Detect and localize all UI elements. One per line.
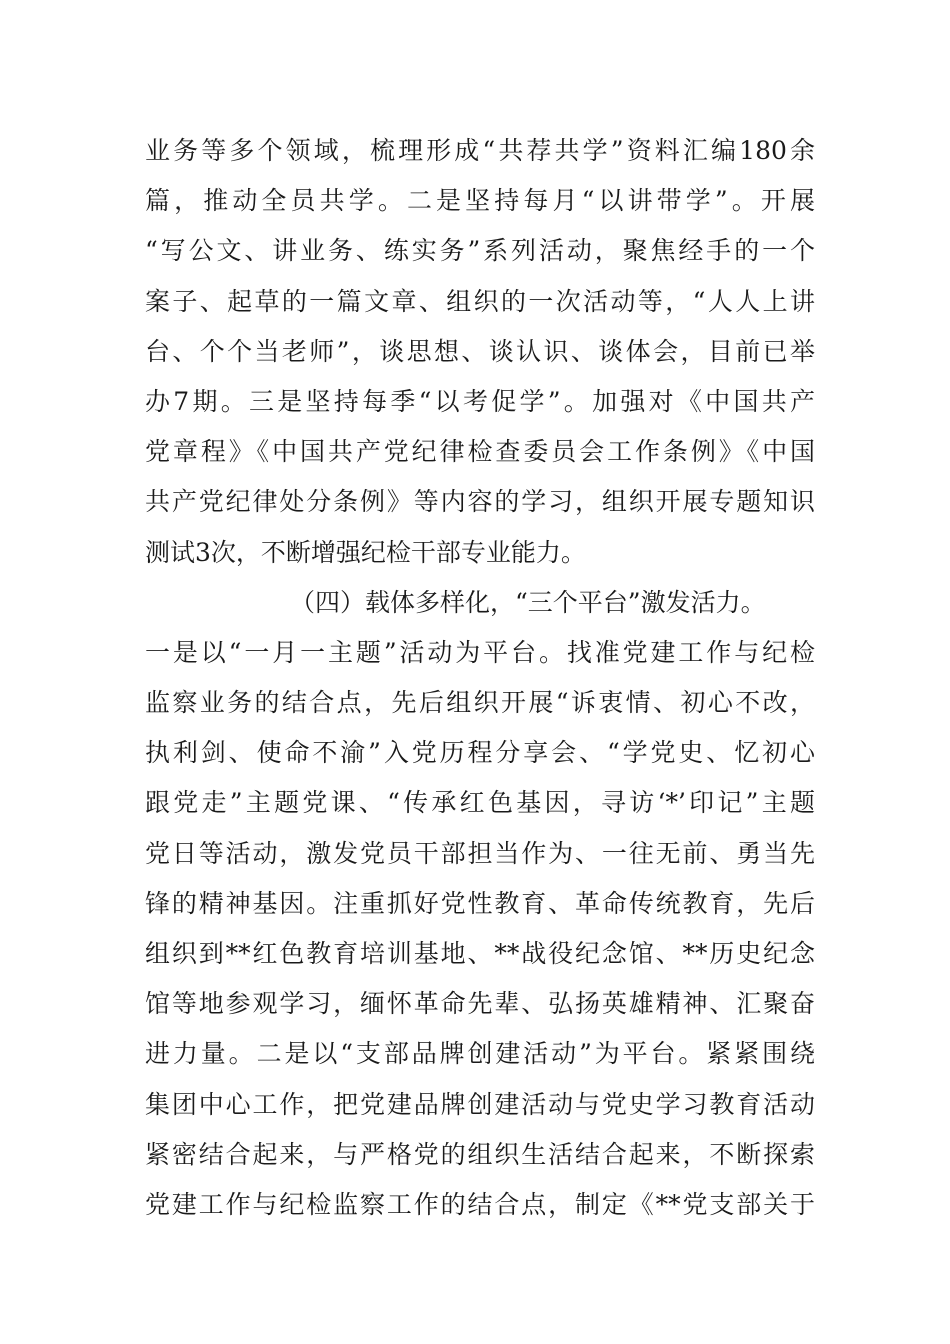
text-line: 锋的精神基因。注重抓好党性教育、革命传统教育，先后	[145, 888, 815, 918]
text-line: 执利剑、使命不渝”入党历程分享会、“学党史、忆初心	[145, 738, 815, 768]
text-line: 党章程》《中国共产党纪律检查委员会工作条例》《中国	[145, 437, 815, 467]
text-line: 台、个个当老师”，谈思想、谈认识、谈体会，目前已举	[145, 336, 815, 366]
section-heading: （四）载体多样化，“三个平台”激发活力。	[290, 587, 766, 617]
text-line: 集团中心工作，把党建品牌创建活动与党史学习教育活动	[145, 1089, 815, 1119]
text-line: 党日等活动，激发党员干部担当作为、一往无前、勇当先	[145, 838, 815, 868]
text-line: 馆等地参观学习，缅怀革命先辈、弘扬英雄精神、汇聚奋	[145, 989, 815, 1019]
text-line: 案子、起草的一篇文章、组织的一次活动等，“人人上讲	[145, 286, 815, 316]
text-line: “写公文、讲业务、练实务”系列活动，聚焦经手的一个	[145, 236, 815, 266]
text-line: 监察业务的结合点，先后组织开展“诉衷情、初心不改，	[145, 688, 815, 718]
body-text	[145, 126, 815, 1230]
text-line: 篇，推动全员共学。二是坚持每月“以讲带学”。开展	[145, 186, 815, 216]
text-line: 进力量。二是以“支部品牌创建活动”为平台。紧紧围绕	[145, 1039, 815, 1069]
text-line: 办7期。三是坚持每季“以考促学”。加强对《中国共产	[145, 386, 815, 416]
paragraph-end-line: 测试3次，不断增强纪检干部专业能力。	[145, 537, 586, 567]
text-line: 业务等多个领域，梳理形成“共荐共学”资料汇编180余	[145, 136, 815, 165]
text-line: 紧密结合起来，与严格党的组织生活结合起来，不断探索	[145, 1139, 815, 1169]
text-line: 党建工作与纪检监察工作的结合点，制定《**党支部关于	[145, 1189, 815, 1219]
text-line: 共产党纪律处分条例》等内容的学习，组织开展专题知识	[145, 487, 815, 517]
text-line: 组织到**红色教育培训基地、**战役纪念馆、**历史纪念	[145, 939, 815, 968]
text-line: 一是以“一月一主题”活动为平台。找准党建工作与纪检	[145, 637, 815, 667]
text-line: 跟党走”主题党课、“传承红色基因，寻访‘*’印记”主题	[145, 788, 815, 818]
